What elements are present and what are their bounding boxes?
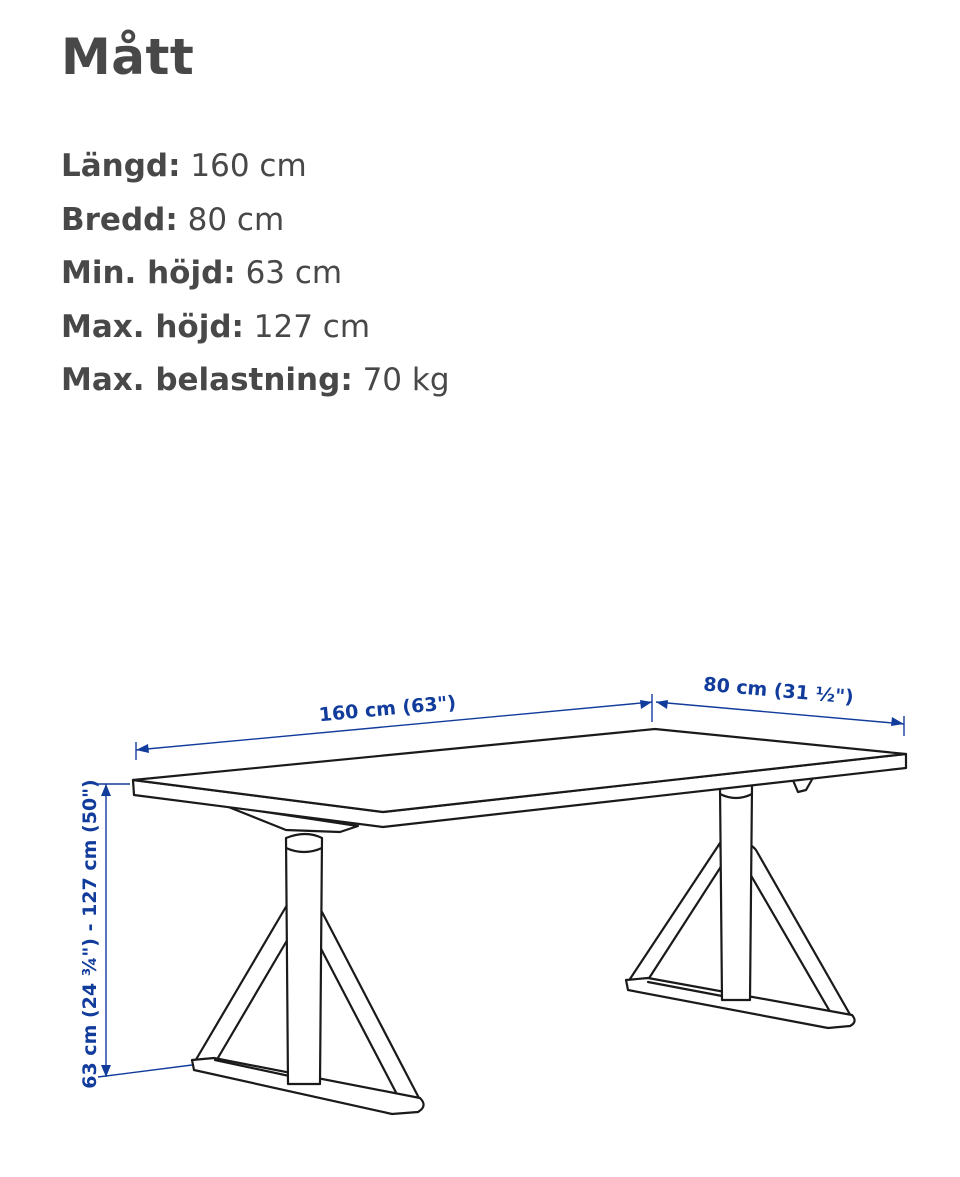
page-title: Mått (61, 28, 195, 86)
spec-label: Längd: (61, 148, 181, 184)
right-column (720, 783, 752, 1000)
length-dimension-label: 160 cm (63") (317, 691, 458, 727)
right-leg-strut-back (740, 844, 852, 1022)
spec-width (61, 194, 450, 248)
desk-illustration (133, 729, 906, 1114)
left-column (286, 834, 322, 1084)
spec-label: Max. höjd: (61, 308, 244, 345)
spec-label: Max. belastning: (61, 362, 353, 398)
spec-max-load (61, 354, 450, 408)
desk-dimension-drawing (0, 640, 960, 1160)
spec-min-height (61, 247, 450, 301)
spec-max-height (61, 301, 450, 355)
height-dimension-label: 63 cm (24 ¾") - 127 cm (50") (79, 779, 101, 1089)
right-leg-strut-front (628, 843, 722, 986)
left-leg-strut-front (194, 905, 292, 1068)
spec-label: Min. höjd: (61, 255, 236, 291)
spec-value: 70 kg (362, 362, 450, 398)
dimensions-list (61, 140, 450, 408)
width-dimension-label: 80 cm (31 ½") (702, 673, 855, 709)
spec-value: 160 cm (190, 148, 307, 184)
spec-value: 127 cm (253, 308, 371, 345)
spec-label: Bredd: (61, 201, 178, 238)
spec-value: 63 cm (245, 255, 343, 291)
spec-value: 80 cm (187, 201, 285, 238)
spec-length (61, 140, 450, 194)
